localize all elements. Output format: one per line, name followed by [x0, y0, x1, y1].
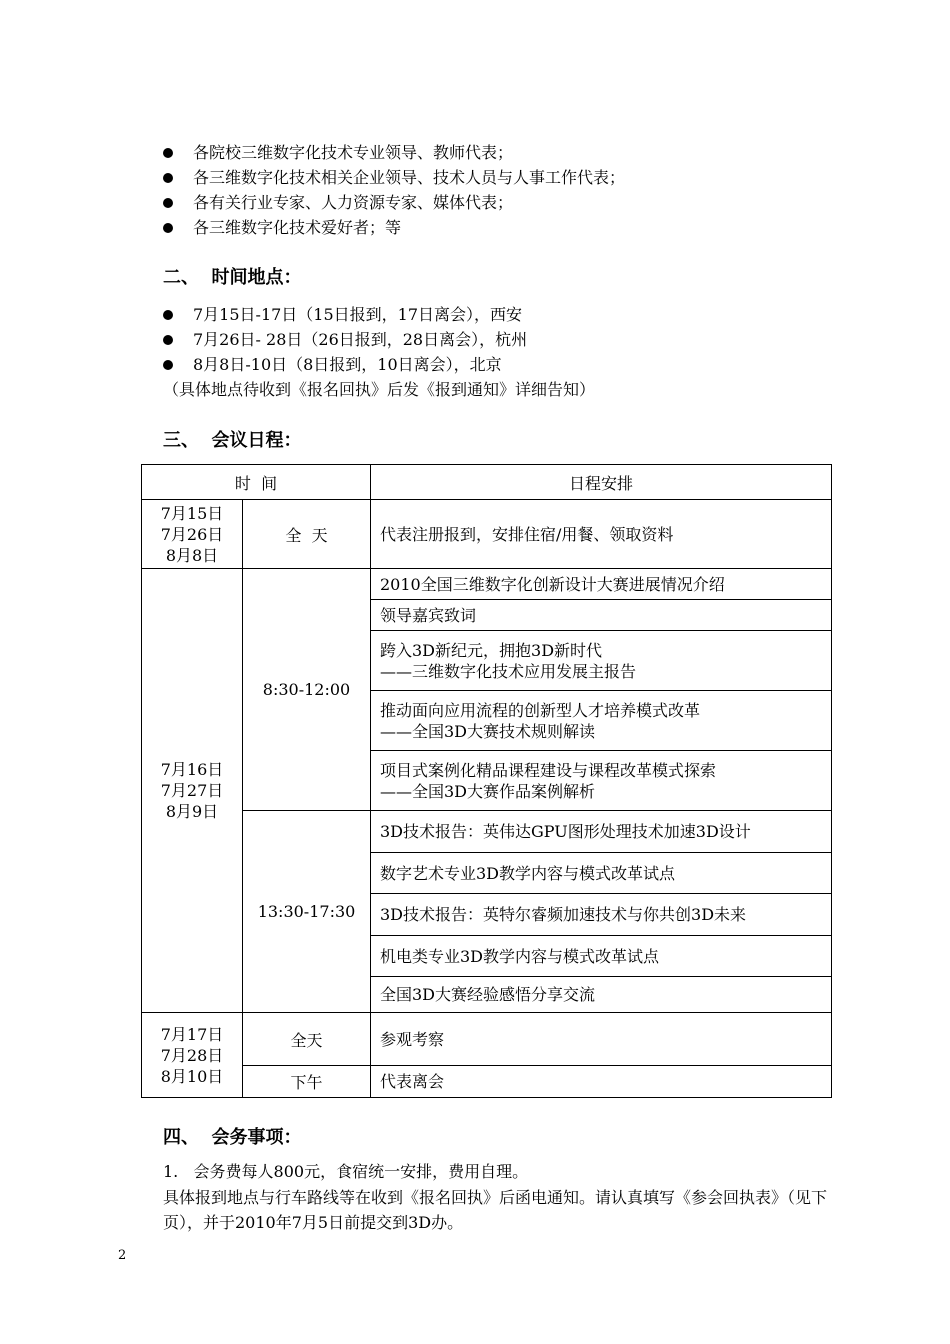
- schedule-item: 跨入3D新纪元，拥抱3D新时代 ——三维数字化技术应用发展主报告: [371, 631, 832, 691]
- location-note: （具体地点待收到《报名回执》后发《报到通知》详细告知）: [163, 380, 596, 399]
- section-heading-time-location: 二、 时间地点：: [163, 267, 302, 288]
- header-schedule: 日程安排: [371, 465, 832, 500]
- table-row: [142, 1066, 832, 1098]
- date-cell: 7月15日 7月26日 8月8日: [142, 500, 243, 569]
- period-cell: 全 天: [243, 500, 371, 569]
- date-cell: 7月17日 7月28日 8月10日: [142, 1013, 243, 1098]
- period-cell: 8:30-12:00: [243, 569, 371, 811]
- bullet-icon: [163, 173, 173, 183]
- location-list: [163, 302, 527, 377]
- section-heading-schedule: 三、 会议日程：: [163, 430, 302, 451]
- table-row: [142, 1013, 832, 1066]
- bullet-icon: [163, 360, 173, 370]
- bullet-icon: [163, 148, 173, 158]
- schedule-item: 项目式案例化精品课程建设与课程改革模式探索 ——全国3D大赛作品案例解析: [371, 751, 832, 811]
- list-item: 各三维数字化技术爱好者；等: [163, 215, 625, 240]
- section-heading-affairs: 四、 会务事项：: [163, 1127, 302, 1148]
- registration-paragraph: 具体报到地点与行车路线等在收到《报名回执》后函电通知。请认真填写《参会回执表》（见下页），并于2010年7月5日前提交到3D办。: [163, 1188, 828, 1232]
- period-cell: 全天: [243, 1013, 371, 1066]
- list-item: 各三维数字化技术相关企业领导、技术人员与人事工作代表；: [163, 165, 625, 190]
- bullet-icon: [163, 310, 173, 320]
- page-number: 2: [118, 1248, 127, 1263]
- attendee-list: [163, 140, 625, 240]
- table-row: [142, 569, 832, 600]
- schedule-item: 领导嘉宾致词: [371, 600, 832, 631]
- bullet-icon: [163, 198, 173, 208]
- list-item: 各院校三维数字化技术专业领导、教师代表；: [163, 140, 625, 165]
- schedule-item: 3D技术报告：英伟达GPU图形处理技术加速3D设计: [371, 811, 832, 853]
- table-row: [142, 811, 832, 853]
- bullet-icon: [163, 335, 173, 345]
- bullet-icon: [163, 223, 173, 233]
- schedule-item: 参观考察: [371, 1013, 832, 1066]
- schedule-item: 3D技术报告：英特尔睿频加速技术与你共创3D未来: [371, 894, 832, 936]
- schedule-item: 机电类专业3D教学内容与模式改革试点: [371, 936, 832, 977]
- table-header-row: [142, 465, 832, 500]
- schedule-item: 数字艺术专业3D教学内容与模式改革试点: [371, 853, 832, 894]
- schedule-item: 推动面向应用流程的创新型人才培养模式改革 ——全国3D大赛技术规则解读: [371, 691, 832, 751]
- schedule-table: [141, 464, 832, 1098]
- table-row: [142, 500, 832, 569]
- list-item: 7月26日- 28日（26日报到，28日离会），杭州: [163, 327, 527, 352]
- period-cell: 下午: [243, 1066, 371, 1098]
- period-cell: 13:30-17:30: [243, 811, 371, 1013]
- schedule-item: 代表离会: [371, 1066, 832, 1098]
- fee-paragraph: 1. 会务费每人800元，食宿统一安排，费用自理。: [163, 1162, 529, 1181]
- schedule-item: 代表注册报到，安排住宿/用餐、领取资料: [371, 500, 832, 569]
- date-cell: 7月16日 7月27日 8月9日: [142, 569, 243, 1013]
- header-time: 时 间: [142, 465, 371, 500]
- schedule-item: 全国3D大赛经验感悟分享交流: [371, 977, 832, 1013]
- schedule-item: 2010全国三维数字化创新设计大赛进展情况介绍: [371, 569, 832, 600]
- list-item: 各有关行业专家、人力资源专家、媒体代表；: [163, 190, 625, 215]
- list-item: 7月15日-17日（15日报到，17日离会），西安: [163, 302, 527, 327]
- list-item: 8月8日-10日（8日报到，10日离会），北京: [163, 352, 527, 377]
